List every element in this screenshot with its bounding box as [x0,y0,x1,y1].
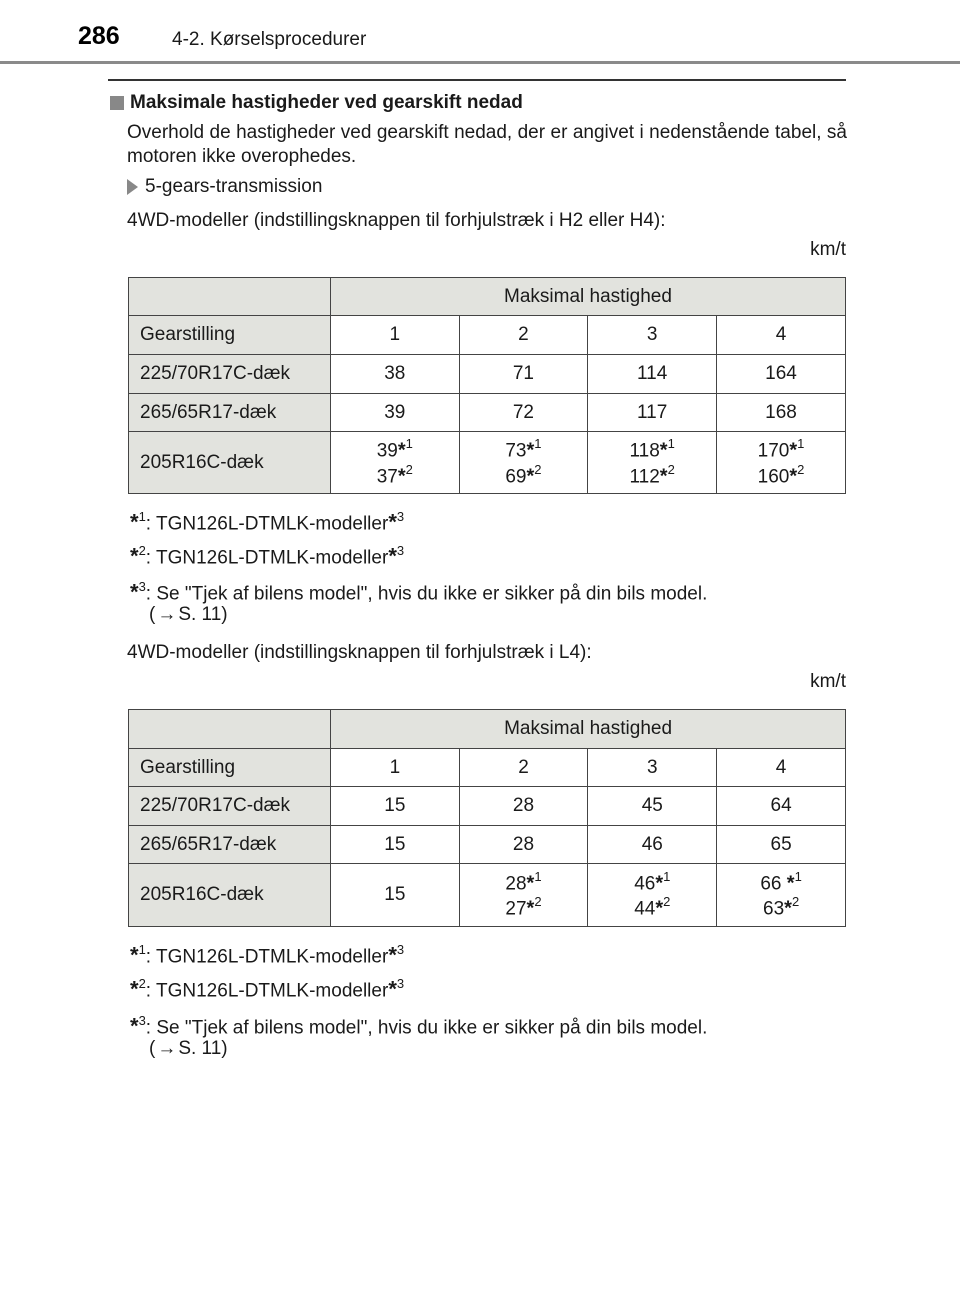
table1-unit: km/t [810,239,846,260]
gear-cell: 4 [717,316,846,355]
footnote: *$^1$: TGN126L-DTMLK-modeller*$^3$ [130,942,405,968]
speed-cell: 71 [459,355,588,394]
gear-cell: 4 [717,749,846,787]
table-header-row [129,710,846,749]
speed-cell: 117 [588,394,717,432]
gear-row [129,749,846,787]
max-speed-header: Maksimal hastighed [331,710,846,749]
gear-label: Gearstilling [129,316,331,355]
header-divider [0,61,960,64]
table-corner-cell [129,710,331,749]
arrow-right-icon: → [157,604,177,625]
heading-text: Maksimale hastigheder ved gearskift nedad [130,92,523,113]
page-reference[interactable]: ( → S. 11) [149,1036,228,1062]
gear-label: Gearstilling [129,749,331,787]
speed-cell: 64 [717,787,846,826]
speed-cell-dual: 170*$^1$ 160*$^2$ [717,432,846,494]
section-title: 4-2. Kørselsprocedurer [172,29,367,50]
max-speed-header: Maksimal hastighed [331,278,846,316]
speed-table-2 [128,709,846,927]
tire-label: 225/70R17C-dæk [129,787,331,826]
speed-cell-dual: 39*$^1$ 37*$^2$ [331,432,460,494]
tire-label: 265/65R17-dæk [129,826,331,864]
gear-cell: 1 [331,316,460,355]
speed-cell: 28 [459,787,588,826]
speed-cell-dual: 46*$^1$ 44*$^2$ [588,864,717,927]
table-row [129,355,846,394]
tire-label: 265/65R17-dæk [129,394,331,432]
table-row [129,394,846,432]
speed-cell: 38 [331,355,460,394]
footnote: *$^2$: TGN126L-DTMLK-modeller*$^3$ [130,976,405,1002]
speed-table-1 [128,277,846,494]
footnote: *$^1$: TGN126L-DTMLK-modeller*$^3$ [130,509,405,535]
speed-cell: 114 [588,355,717,394]
speed-cell: 45 [588,787,717,826]
table1-note: 4WD-modeller (indstillingsknappen til forhjulstræk i H2 eller H4): [127,210,666,231]
table-corner-cell [129,278,331,316]
speed-cell: 15 [331,864,459,927]
section-divider [108,79,846,81]
footnote: *$^2$: TGN126L-DTMLK-modeller*$^3$ [130,543,405,569]
speed-cell: 65 [717,826,846,864]
gear-cell: 2 [459,316,588,355]
square-bullet-icon [110,96,124,110]
table-row [129,432,846,494]
speed-cell: 168 [717,394,846,432]
transmission-label: 5-gears-transmission [145,176,323,197]
gear-row [129,316,846,355]
speed-cell-dual: 118*$^1$ 112*$^2$ [588,432,717,494]
gear-cell: 3 [588,316,717,355]
speed-cell: 15 [331,787,459,826]
table2-unit: km/t [810,671,846,692]
speed-cell: 164 [717,355,846,394]
speed-cell: 28 [459,826,588,864]
table-header-row [129,278,846,316]
intro-paragraph: Overhold de hastigheder ved gearskift nedad, der er angivet i nedenstående tabel, så motoren ikke overophedes. [127,122,847,167]
table-row [129,864,846,927]
table-row [129,826,846,864]
page-reference[interactable]: ( → S. 11) [149,602,228,628]
speed-cell-dual: 28*$^1$ 27*$^2$ [459,864,588,927]
table2-note: 4WD-modeller (indstillingsknappen til forhjulstræk i L4): [127,642,592,663]
table-row [129,787,846,826]
triangle-bullet-icon [127,179,138,195]
gear-cell: 1 [331,749,459,787]
page-number: 286 [78,22,120,50]
speed-cell-dual: 66 *$^1$ 63*$^2$ [717,864,846,927]
section-heading [110,92,523,114]
arrow-right-icon: → [157,1038,177,1059]
tire-label: 205R16C-dæk [129,864,331,927]
transmission-item [127,176,322,198]
footnote: *$^3$: Se "Tjek af bilens model", hvis du ikke er sikker på din bils model. [130,579,708,605]
speed-cell: 15 [331,826,459,864]
gear-cell: 3 [588,749,717,787]
speed-cell: 72 [459,394,588,432]
speed-cell-dual: 73*$^1$ 69*$^2$ [459,432,588,494]
tire-label: 225/70R17C-dæk [129,355,331,394]
speed-cell: 46 [588,826,717,864]
tire-label: 205R16C-dæk [129,432,331,494]
footnote: *$^3$: Se "Tjek af bilens model", hvis du ikke er sikker på din bils model. [130,1013,708,1039]
speed-cell: 39 [331,394,460,432]
gear-cell: 2 [459,749,588,787]
